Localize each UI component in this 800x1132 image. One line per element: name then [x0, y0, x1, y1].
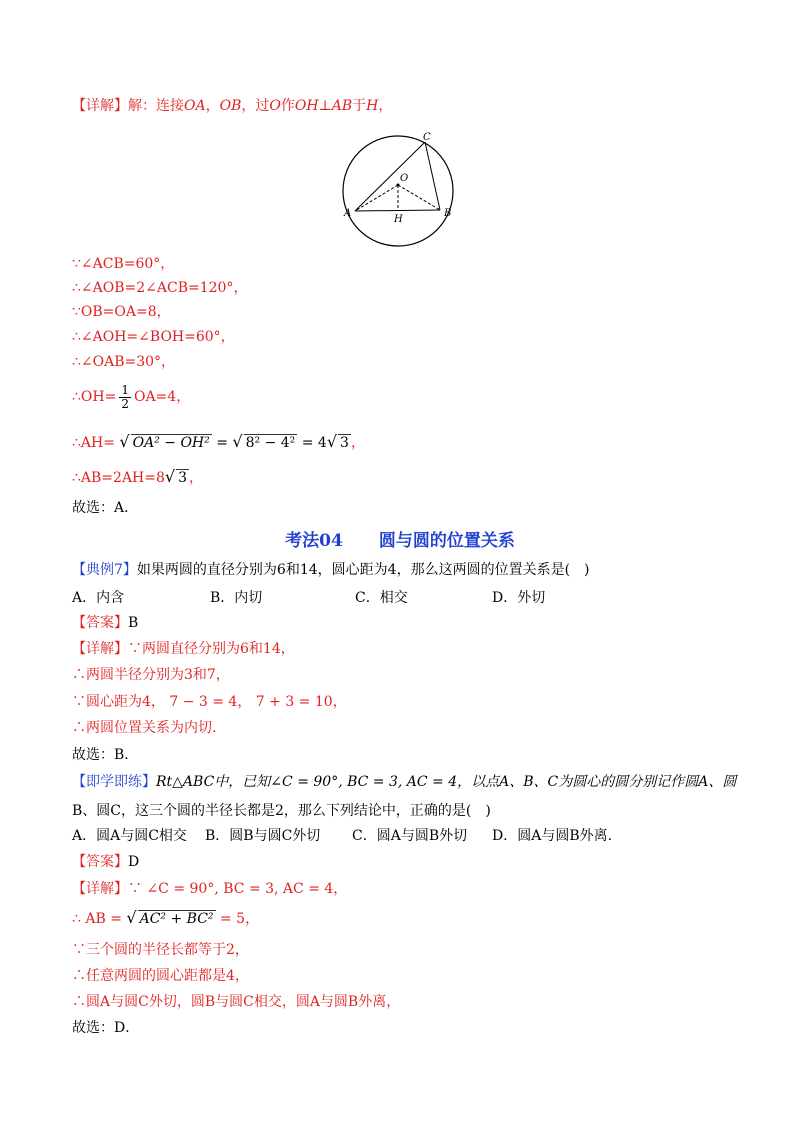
- step-2: ∴∠AOB=2∠ACB=120°，: [72, 280, 248, 296]
- step-6: ∴OH= $\frac{1}{2}$ OA=4，: [72, 382, 191, 411]
- label-a: A: [344, 208, 352, 219]
- detail-tag: 【详解】: [72, 98, 128, 114]
- label-o: O: [400, 173, 409, 184]
- practice-tag: 【即学即练】: [72, 774, 156, 790]
- practice-detail-4: ∴任意两圆的圆心距都是4，: [72, 968, 249, 984]
- segment-ac: [355, 142, 425, 211]
- practice-question-1: 【即学即练】Rt△ABC中，已知∠C = 90°, BC = 3, AC = 4，以点A、B、C为圆心的圆分别记作圆A、圆: [72, 774, 737, 790]
- label-b: B: [444, 208, 452, 219]
- example-7-question: 【典例7】如果两圆的直径分别为6和14，圆心距为4，那么这两圆的位置关系是( ): [72, 562, 590, 578]
- choose-1: 故选：A．: [72, 500, 139, 516]
- option-a: A．内含: [72, 590, 125, 606]
- example-7-options: [72, 588, 732, 608]
- fraction-half: $\frac{1}{2}$: [121, 382, 129, 411]
- practice-detail-3: ∵三个圆的半径长都等于2，: [72, 942, 249, 958]
- step-7: ∴AH= √ OA² − OH² = √ 8² − 4² = 4√ 3 ，: [72, 432, 365, 451]
- section-name: 圆与圆的位置关系: [378, 531, 515, 551]
- section-number: 考法04: [285, 531, 343, 551]
- example-7-detail-2: ∴两圆半径分别为3和7，: [72, 667, 230, 683]
- practice-option-d: D．圆A与圆B外离.: [492, 828, 613, 844]
- example-7-detail-4: ∴两圆位置关系为内切.: [72, 720, 217, 736]
- practice-detail-5: ∴圆A与圆C外切，圆B与圆C相交，圆A与圆B外离，: [72, 994, 401, 1010]
- option-c: C．相交: [355, 590, 408, 606]
- practice-answer: 【答案】D: [72, 854, 140, 870]
- segment-oa: [355, 185, 398, 211]
- practice-detail-1: 【详解】∵ ∠C = 90°, BC = 3, AC = 4，: [72, 881, 348, 897]
- step-1: ∵∠ACB=60°，: [72, 256, 175, 272]
- practice-choose: 故选：D．: [72, 1020, 140, 1036]
- example-7-detail-1: 【详解】∵两圆直径分别为6和14，: [72, 641, 295, 657]
- step-8: ∴AB=2AH=8√ 3 ，: [72, 467, 204, 486]
- example-7-choose: 故选：B．: [72, 747, 139, 763]
- detail-intro: 【详解】解：连接OA，OB，过O作OH⊥AB于H，: [72, 98, 393, 114]
- step-3: ∵OB=OA=8，: [72, 304, 171, 320]
- practice-option-a: A．圆A与圆C相交: [72, 828, 187, 844]
- circle-figure: [340, 128, 470, 250]
- practice-question-2: B、圆C，这三个圆的半径长都是2，那么下列结论中，正确的是( ): [72, 803, 491, 819]
- section-title: [0, 526, 800, 551]
- label-h: H: [394, 214, 403, 225]
- option-d: D．外切: [492, 590, 546, 606]
- step-5: ∴∠OAB=30°，: [72, 354, 176, 370]
- option-b: B．内切: [210, 590, 263, 606]
- segment-ob: [398, 185, 440, 210]
- chord-ab: [355, 210, 440, 211]
- label-c: C: [423, 132, 431, 143]
- practice-option-c: C．圆A与圆B外切: [352, 828, 468, 844]
- step-4: ∴∠AOH=∠BOH=60°，: [72, 329, 235, 345]
- example-7-answer: 【答案】B: [72, 615, 139, 631]
- practice-options: [72, 826, 732, 846]
- practice-detail-2: ∴ AB = √ AC² + BC² = 5，: [72, 908, 260, 927]
- example-7-tag: 【典例7】: [72, 562, 137, 578]
- practice-option-b: B．圆B与圆C外切: [205, 828, 321, 844]
- example-7-detail-3: ∵圆心距为4， 7 − 3 = 4， 7 + 3 = 10，: [72, 694, 347, 710]
